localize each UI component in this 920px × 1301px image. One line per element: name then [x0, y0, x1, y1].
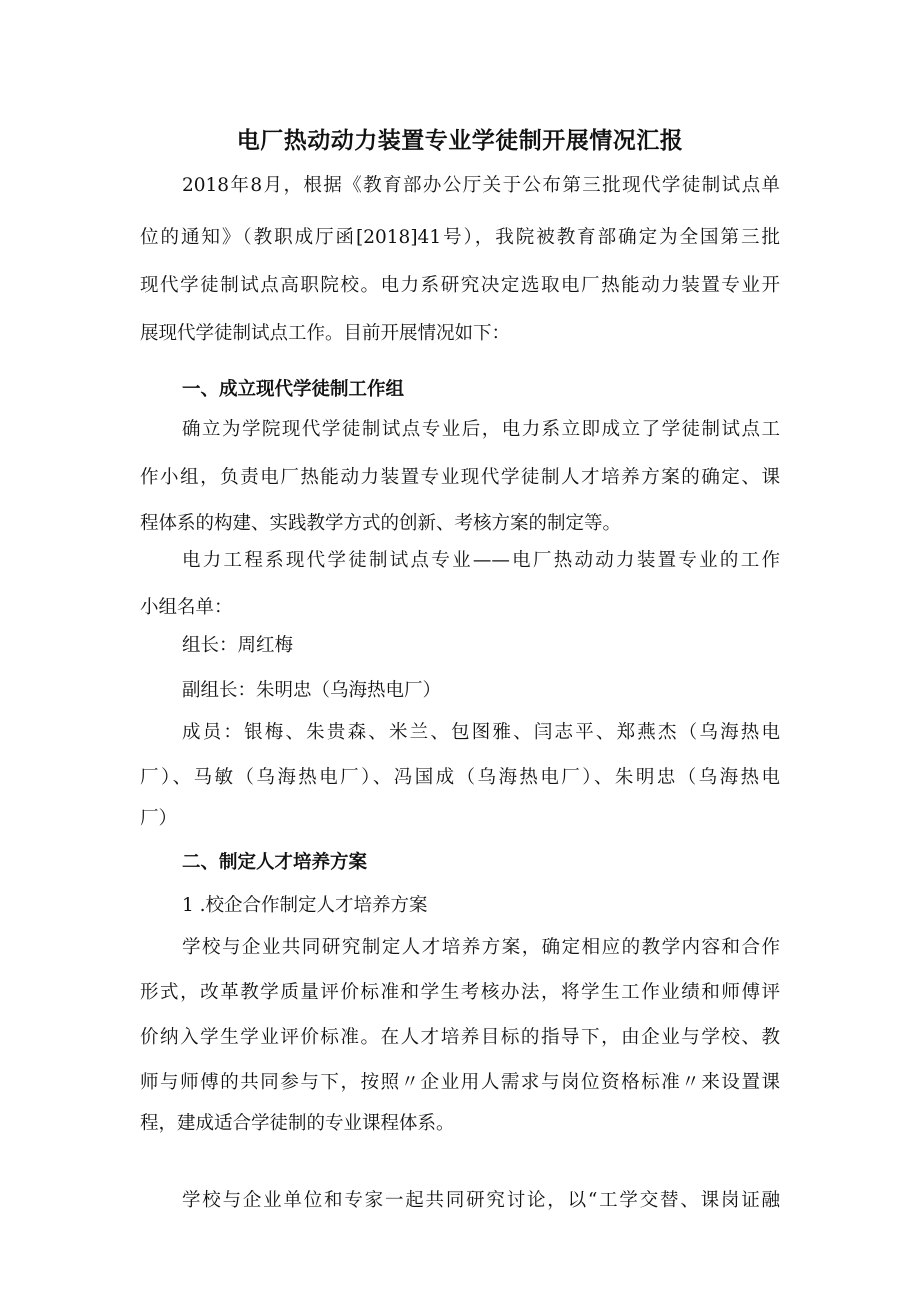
group-leader: 组长：周红梅: [182, 635, 294, 656]
subsection-heading: 1 .校企合作制定人才培养方案: [182, 895, 428, 916]
document-title: 电厂热动动力装置专业学徒制开展情况汇报: [236, 128, 684, 154]
paragraph-line: 确立为学院现代学徒制试点专业后，电力系立即成立了学徒制试点工: [182, 419, 780, 440]
members-line: 厂）: [140, 808, 178, 829]
members-line: 成员：银梅、朱贵森、米兰、包图雅、闫志平、郑燕杰（乌海热电: [182, 722, 780, 743]
paragraph-line: 学校与企业共同研究制定人才培养方案，确定相应的教学内容和合作: [182, 937, 780, 958]
paragraph-line: 师与师傅的共同参与下，按照〃企业用人需求与岗位资格标准〃来设置课: [140, 1072, 780, 1093]
intro-line: 展现代学徒制试点工作。目前开展情况如下：: [140, 323, 511, 344]
paragraph-line: 电力工程系现代学徒制试点专业——电厂热动动力装置专业的工作: [182, 550, 780, 571]
paragraph-line: 程体系的构建、实践教学方式的创新、考核方案的制定等。: [140, 513, 622, 534]
paragraph-line: 作小组，负责电厂热能动力装置专业现代学徒制人才培养方案的确定、课: [140, 467, 780, 488]
section-heading: 一、成立现代学徒制工作组: [182, 379, 405, 400]
paragraph-line: 学校与企业单位和专家一起共同研究讨论，以“工学交替、课岗证融: [182, 1190, 780, 1211]
intro-line: 位的通知》（教职成厅函[2018]41号），我院被教育部确定为全国第三批: [140, 227, 780, 248]
intro-line: 2018年8月，根据《教育部办公厅关于公布第三批现代学徒制试点单: [182, 175, 780, 196]
members-line: 厂）、马敏（乌海热电厂）、冯国成（乌海热电厂）、朱明忠（乌海热电: [140, 767, 780, 788]
deputy-leader: 副组长：朱明忠（乌海热电厂）: [182, 680, 442, 701]
section-heading: 二、制定人才培养方案: [182, 852, 368, 873]
paragraph-line: 小组名单：: [140, 597, 233, 618]
paragraph-line: 程，建成适合学徒制的专业课程体系。: [140, 1113, 455, 1134]
paragraph-line: 形式，改革教学质量评价标准和学生考核办法，将学生工作业绩和师傅评: [140, 982, 780, 1003]
intro-line: 现代学徒制试点高职院校。电力系研究决定选取电厂热能动力装置专业开: [140, 275, 780, 296]
paragraph-line: 价纳入学生学业评价标准。在人才培养目标的指导下，由企业与学校、教: [140, 1027, 780, 1048]
